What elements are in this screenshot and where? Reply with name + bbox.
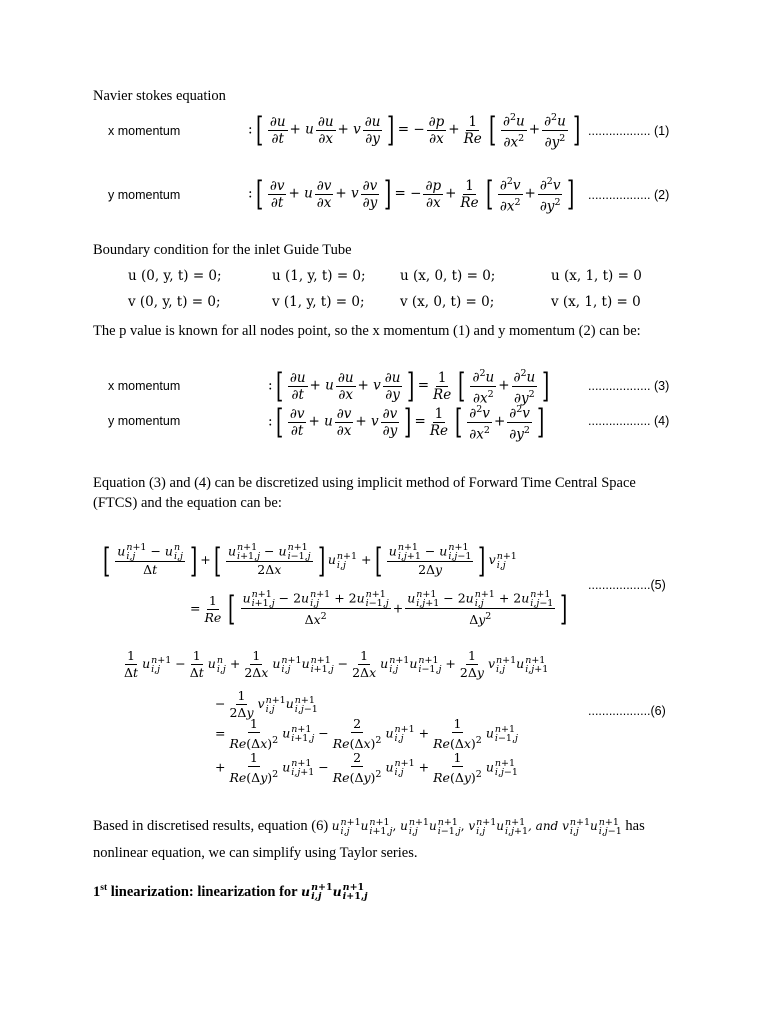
y-momentum-label-2: y momentum (108, 188, 181, 202)
bc-u-x0: u (x, 0, t) = 0; (400, 268, 496, 284)
bc-v-0: v (0, y, t) = 0; (128, 294, 221, 310)
based-paragraph-line-1 (93, 816, 693, 836)
equation-4-number: .................. (4) (588, 414, 670, 428)
equation-1-number: .................. (1) (588, 124, 670, 138)
bc-title: Boundary condition for the inlet Guide Tube (93, 242, 352, 258)
equation-3-number: .................. (3) (588, 379, 670, 393)
bc-v-x0: v (x, 0, t) = 0; (400, 294, 495, 310)
equation-5-line-1: [ u n+1 i,j − u n i,j Δt ] +[ u n+1 i+1,j − u n+1 i−1,j 2Δx ] u n+1 i,j +[ u n+1 i,j+1 − u n+1 i,j−1 2Δy ] v n+1 i,j (102, 540, 517, 581)
based-paragraph-line-2: nonlinear equation, we can simplify using Taylor series. (93, 845, 418, 861)
based-text-2: has (625, 818, 645, 834)
nonlinear-terms: u n+1 i,j u n+1 i+1,j , u n+1 i,j u n+1 i−1,j , v n+1 i,j u n+1 i,j+1 , and v n+1 i,j u n+1 i,j−1 (331, 816, 622, 837)
equation-3: :[ $\frac{\partial u}{\partial t}$ + u $\frac{\partial u}{\partial x}$ + v $\frac{\partial u}{\partial y}$ ] = $\frac{1}{Re}$ [ $\frac{\partial^2u}{\partial x^2}$ + $\frac{\partial^2u}{\partial y^2}$ ] (268, 366, 550, 406)
x-momentum-label-1: x momentum (108, 124, 181, 138)
linearization-heading: 1st linearization: linearization for u n+1 i,j u n+1 i+1,j (93, 882, 368, 903)
equation-6-line-4: + $\frac{1}{Re(\Delta y)^2}$ u n+1 i,j+1 − $\frac{2}{Re(\Delta y)^2}$ u n+1 i,j + $\frac{1}{Re(\Delta y)^2}$ u n+1 i,j−1 (215, 750, 518, 786)
equation-4: :[ $\frac{\partial v}{\partial t}$ + u $\frac{\partial v}{\partial x}$ + v $\frac{\partial v}{\partial y}$ ] = $\frac{1}{Re}$ [ $\frac{\partial^2v}{\partial x^2}$ + $\frac{\partial^2v}{\partial y^2}$ ] (268, 402, 545, 442)
p-known-paragraph: The p value is known for all nodes point, so the x momentum (1) and y momentum (2) can be: (93, 323, 641, 339)
equation-6-line-3: = $\frac{1}{Re(\Delta x)^2}$ u n+1 i+1,j − $\frac{2}{Re(\Delta x)^2}$ u n+1 i,j + $\frac{1}{Re(\Delta x)^2}$ u n+1 i−1,j (215, 716, 518, 752)
equation-6-line-1: $\frac{1}{\Delta t}$ u n+1 i,j − $\frac{1}{\Delta t}$ u n i,j + $\frac{1}{2\Delta x}$ u n+1 i,j u n+1 i+1,j − $\frac{1}{2\Delta x}$ u n+1 i,j u n+1 i−1,j + $\frac{1}{2\Delta y}$ v n+1 i,j u n+1 i,j+1 (124, 648, 549, 680)
bc-u-x1: u (x, 1, t) = 0 (551, 268, 642, 284)
equation-6-line-2: − $\frac{1}{2\Delta y}$ v n+1 i,j u n+1 i,j−1 (215, 688, 318, 720)
equation-5-line-2: = $\frac{1}{Re}$ [ u n+1 i+1,j − 2u n+1 i,j + 2u n+1 i−1,j $\Delta x^2$ + u n+1 i,j+1 − 2u n+1 i,j + 2u n+1 i,j−1 $\Delta y^2$ ] (190, 589, 568, 630)
bc-u-1: u (1, y, t) = 0; (272, 268, 366, 284)
equation-1: :[ $\frac{\partial u}{\partial t}$ + u $\frac{\partial u}{\partial x}$ + v $\frac{\partial u}{\partial y}$ ] = − $\frac{\partial p}{\partial x}$ + $\frac{1}{Re}$ [ $\frac{\partial^2u}{\partial x^2}$ + $\frac{\partial^2u}{\partial y^2}$ ] (248, 110, 581, 150)
equation-2: :[ $\frac{\partial v}{\partial t}$ + u $\frac{\partial v}{\partial x}$ + v $\frac{\partial v}{\partial y}$ ] = − $\frac{\partial p}{\partial x}$ + $\frac{1}{Re}$ [ $\frac{\partial^2v}{\partial x^2}$ + $\frac{\partial^2v}{\partial y^2}$ ] (248, 174, 575, 214)
section-heading: Navier stokes equation (93, 88, 226, 104)
bc-v-x1: v (x, 1, t) = 0 (551, 294, 641, 310)
bc-u-0: u (0, y, t) = 0; (128, 268, 222, 284)
bc-v-1: v (1, y, t) = 0; (272, 294, 365, 310)
y-momentum-label-4: y momentum (108, 414, 181, 428)
equation-5-number: ..................(5) (588, 578, 666, 592)
equation-6-number: ..................(6) (588, 704, 666, 718)
based-text-1: Based in discretised results, equation (6) (93, 818, 329, 834)
equation-2-number: .................. (2) (588, 188, 670, 202)
discretize-paragraph: Equation (3) and (4) can be discretized using implicit method of Forward Time Central Space (FTCS) and the equation can be: (93, 475, 636, 511)
x-momentum-label-3: x momentum (108, 379, 181, 393)
